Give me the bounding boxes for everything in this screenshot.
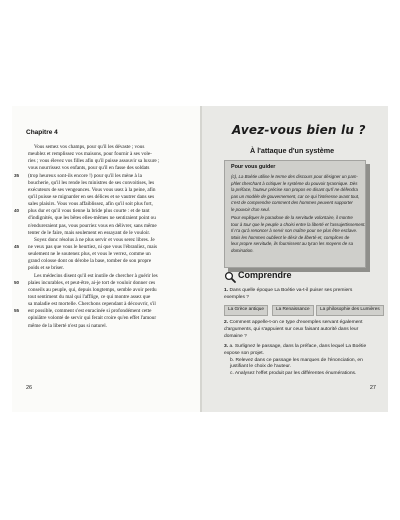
guide-heading: Pour vous guider bbox=[231, 164, 276, 170]
comprendre-heading: Comprendre bbox=[238, 270, 292, 280]
line-number: 35 bbox=[14, 172, 20, 178]
question-number: 1. bbox=[224, 288, 229, 293]
magnifier-icon bbox=[224, 271, 236, 283]
guide-line: le pouvoir d'un seul. bbox=[231, 206, 270, 212]
text-line: seulement ne le soutenez plus, et vous le verrez, comme un bbox=[28, 251, 151, 258]
chapter-heading: Chapitre 4 bbox=[26, 129, 58, 136]
text-line-content: plaies incurables, et peut-être, ai-je tort de vouloir donner ces bbox=[28, 279, 156, 286]
text-line bbox=[14, 279, 188, 287]
line-number: 40 bbox=[14, 208, 20, 214]
text-line: meublez et remplissez vos maisons, pour fournir à ses vole- bbox=[28, 151, 152, 158]
text-line: conseils au peuple, qui, depuis longtemps, semble avoir perdu bbox=[28, 286, 157, 293]
question-line: justifiant le choix de l'auteur. bbox=[230, 364, 292, 370]
text-line: tout sentiment du mal qui l'afflige, ce qui montre assez que bbox=[28, 293, 151, 300]
question-2 bbox=[224, 320, 376, 340]
text-line: n'endureraient pas, vous pourriez vous en délivrer, sans même bbox=[28, 222, 157, 229]
text-line: Vous semez vos champs, pour qu'il les dévaste ; vous bbox=[34, 144, 145, 150]
guide-box bbox=[224, 160, 366, 268]
left-page bbox=[12, 106, 200, 412]
guide-line: Mais les hommes oublient le désir de liberté et, complices de bbox=[231, 234, 350, 240]
question-number: 2. bbox=[224, 320, 229, 325]
text-line-content: est possible, comment s'est enracinée si profondément cette bbox=[28, 308, 152, 315]
guide-line: pas un modèle de gouvernement, car ce qui l'intéresse avant tout, bbox=[231, 193, 360, 199]
question-line bbox=[224, 288, 376, 295]
text-line: d'indignités, que les bêtes elles-mêmes ne sentiraient point ou bbox=[28, 215, 156, 222]
text-line: vous nourrissez vos enfants, pour qu'il en fasse des soldats bbox=[28, 165, 150, 172]
body-text bbox=[14, 144, 188, 330]
option-grece-antique[interactable]: La Grèce antique bbox=[224, 305, 268, 316]
line-number: 45 bbox=[14, 243, 20, 249]
option-renaissance[interactable]: La Renaissance bbox=[272, 305, 314, 316]
question-1 bbox=[224, 288, 376, 302]
text-line: qu'il puisse se mignarder en ses délices et se vautrer dans ses bbox=[28, 193, 155, 200]
text-line bbox=[14, 172, 188, 180]
guide-line: c'est de comprendre comment des hommes peuvent supporter bbox=[231, 200, 353, 205]
line-number: 55 bbox=[14, 308, 20, 314]
text-line: sales plaisirs. Vous vous affaiblissez, afin qu'il soit plus fort, bbox=[28, 201, 153, 208]
text-line: opiniâtre volonté de servir qui ferait croire qu'en effet l'amour bbox=[28, 315, 157, 322]
question-line: domaine ? bbox=[224, 333, 247, 339]
question-line: c. Analysez l'effet produit par les différentes énumérations. bbox=[230, 371, 357, 377]
line-number: 50 bbox=[14, 279, 20, 285]
question-line bbox=[224, 320, 376, 327]
page-title: Avez-vous bien lu ? bbox=[232, 123, 366, 137]
text-line: poids et se briser. bbox=[28, 265, 65, 272]
question-line: expose son projet. bbox=[224, 350, 264, 356]
guide-line: leur propre servitude, ils fournissent au tyran les moyens de sa bbox=[231, 241, 354, 246]
question-line: exemples ? bbox=[224, 294, 250, 300]
book-spread bbox=[12, 106, 388, 412]
question-text: a. Surlignez le passage, dans la préface, dans lequel La Boétie bbox=[229, 344, 367, 349]
page-number-right: 27 bbox=[369, 385, 376, 391]
question-3 bbox=[224, 344, 376, 378]
question-line: d'arguments, qui s'appuient sur ceux faisant autorité dans leur bbox=[224, 326, 359, 332]
guide-line: phlet cherchant à critiquer le système du pouvoir tyrannique. Dès bbox=[231, 180, 358, 186]
question-text: Dans quelle époque La Boétie va-t-il puiser ses premiers bbox=[229, 288, 353, 293]
guide-text bbox=[231, 174, 366, 254]
text-line-content: (trop heureux sont-ils encore !) pour qu'il les mène à la bbox=[28, 172, 142, 179]
guide-line: la préface, l'auteur précise son propos en disant qu'il ne défendra bbox=[231, 187, 358, 192]
text-line bbox=[14, 208, 188, 215]
option-lumieres[interactable]: La philosophie des Lumières bbox=[316, 305, 384, 316]
guide-line: tour à tour que le peuple a choisi entre la liberté et l'assujettissement. bbox=[231, 221, 366, 227]
question-line bbox=[224, 344, 376, 351]
text-line bbox=[14, 243, 188, 251]
text-line: exécuteurs de ses vengeances. Vous vous usez à la peine, afin bbox=[28, 186, 156, 193]
text-line: boucherie, qu'il les rende les ministres de ses convoitises, les bbox=[28, 179, 155, 186]
right-page bbox=[202, 106, 388, 412]
text-line-content: plus dur et qu'il vous tienne la bride plus courte : et de tant bbox=[28, 208, 150, 215]
question-number: 3. bbox=[224, 344, 229, 349]
guide-line: Pour expliquer le paradoxe de la servitude volontaire, il montre bbox=[231, 215, 353, 220]
guide-line: (c), La Boétie utilise le terme des discours pour désigner un pam- bbox=[231, 174, 358, 179]
question-line: b. Relevez dans ce passage les marques de l'énonciation, en bbox=[230, 357, 363, 363]
section-subtitle: À l'attaque d'un système bbox=[250, 146, 335, 155]
question-text: Comment appelle-t-on ce type d'exemples servant également bbox=[229, 320, 363, 325]
text-line: même de la liberté n'est pas si naturel. bbox=[28, 322, 108, 329]
text-line-content: ne veux pas que vous le heurtiez, ni que vous l'ébranliez, mais bbox=[28, 243, 157, 250]
page-number-left: 26 bbox=[26, 385, 33, 391]
text-line: ries ; vous élevez vos filles afin qu'il puisse assouvir sa luxure ; bbox=[28, 158, 160, 165]
text-line: Les médecins disent qu'il est inutile de chercher à guérir les bbox=[34, 272, 158, 279]
guide-line: Il n'a qu'à renoncer à servir son maître pour ne plus être esclave. bbox=[231, 228, 358, 233]
text-line: tenter de le faire, mais seulement en essayant de le vouloir. bbox=[28, 229, 151, 236]
text-line: grand colosse dont on dérobe la base, tomber de son propre bbox=[28, 258, 152, 265]
text-line: sa maladie est mortelle. Cherchons cependant à découvrir, s'il bbox=[28, 301, 156, 308]
guide-line: domination. bbox=[231, 247, 254, 253]
text-line: Soyez donc résolus à ne plus servir et vous serez libres. Je bbox=[34, 236, 155, 243]
